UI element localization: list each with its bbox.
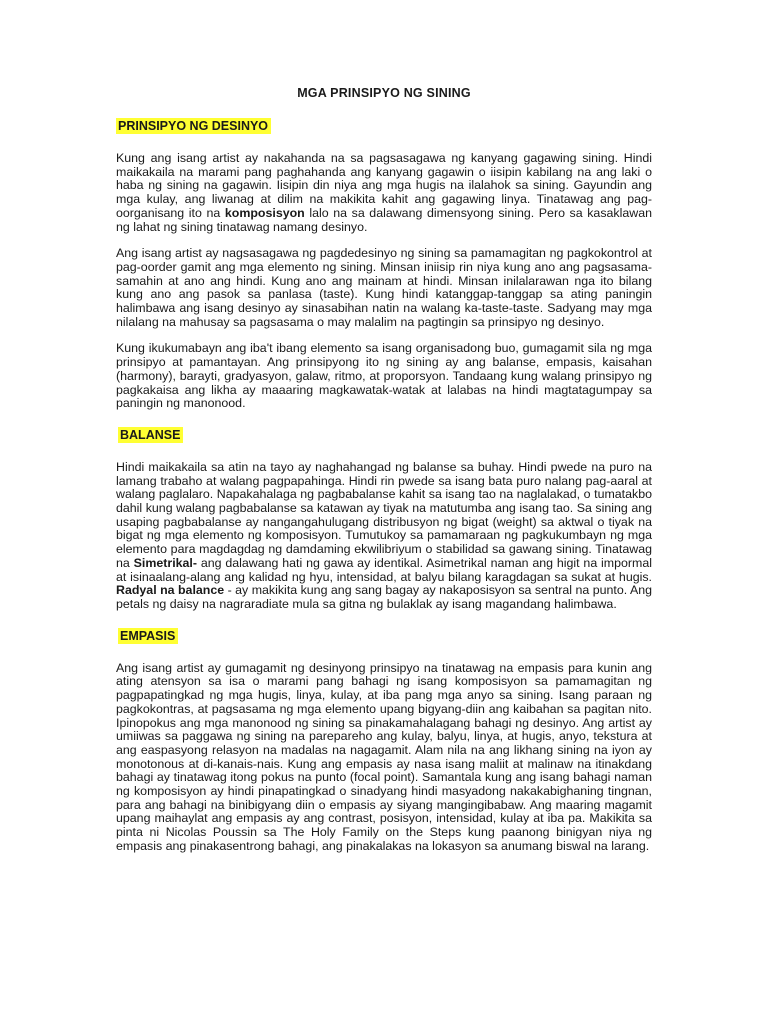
document-title: MGA PRINSIPYO NG SINING (297, 86, 471, 100)
section-heading-balanse: BALANSE (118, 427, 183, 443)
section-heading-wrap (116, 117, 652, 133)
paragraph (116, 461, 652, 612)
section-heading-empasis: EMPASIS (118, 628, 178, 644)
section-heading-prinsipyo: PRINSIPYO NG DESINYO (116, 118, 271, 134)
paragraph: Ang isang artist ay nagsasagawa ng pagdedesinyo ng sining sa pamamagitan ng pagkokontrol at pag-oorder gamit ang mga elemento ng sining. Minsan iniisip rin niya kung ano ang pagsasama-samahin at ano ang hindi. Kung ano ang mainam at hindi. Minsan inilalarawan nga ito bilang kung ano ang pasok sa panlasa (taste). Kung hindi katanggap-tanggap sa ating paningin halimbawa ang isang desinyo ay sinasabihan natin na walang ka-taste-taste. Sadyang may mga nilalang na mahusay sa pagsasama o may malalim na pagtingin sa prinsipyo ng desinyo. (116, 246, 652, 329)
section-heading-wrap (116, 627, 652, 643)
paragraph-text: ang dalawang hati ng gawa ay identikal. Asimetrikal naman ang higit na impormal at isinaalang-alang ang kalidad ng hyu, intensidad, at balyu bilang karagdagan sa sukat at hugis. (116, 555, 653, 584)
paragraph (116, 152, 652, 234)
paragraph: Kung ikukumabayn ang iba't ibang elemento sa isang organisadong buo, gumagamit sila ng mga prinsipyo at pamantayan. Ang prinsipyong ito ng sining ay ang balanse, empasis, kaisahan (harmony), barayti, gradyasyon, galaw, ritmo, at proporsyon. Tandaang kung walang prinsipyo ng pagkakaisa ang likha ay maaaring magkawatak-watak at lalabas na hindi magtatagumpay sa paningin ng manonood. (116, 341, 652, 411)
paragraph-text: Hindi maikakaila sa atin na tayo ay naghahangad ng balanse sa buhay. Hindi pwede na puro na lamang trabaho at walang pagpapahinga. Hindi rin pwede sa isang bata puro nalang pag-aaral at walang paglalaro. Napakahalaga ng pagbabalanse kahit sa isang tao na naglalakad, o tumatakbo dahil kung walang pagbabalanse sa katawan ay tiyak na matutumba ang isang tao. Sa sining ang usaping pagbabalanse ay nangangahulugang distribusyon ng bigat (weight) sa aktwal o tiyak na bigat ng mga elemento ng komposisyon. Tumutukoy sa pamamaraan ng pagkukumbayn ng mga elemento para magdagdag ng damdaming ekwilibriyum o stabilidad sa gawang sining. Tinatawag na (116, 459, 652, 570)
paragraph-text: - ay makikita kung ang sang bagay ay nakaposisyon sa sentral na punto. Ang petals ng daisy na nagraradiate mula sa gitna ng bulaklak ay isang magandang halimbawa. (116, 583, 652, 611)
paragraph-text: lalo na sa dalawang dimensyong sining. Pero sa kasaklawan ng lahat ng sining tinatawag namang desinyo. (116, 205, 652, 234)
bold-term: Simetrikal- (133, 555, 197, 570)
paragraph-text: Kung ang isang artist ay nakahanda na sa pagsasagawa ng kanyang gagawing sining. Hindi maikakaila na marami pang paghahanda ang kanyang gagawin o iisipin kabilang na ang laki o haba ng sining na gagawin. Iisipin din niya ang mga hugis na ilalahok sa sining. Gayundin ang mga kulay, ang liwanag at dilim na makikita kahit ang gagawing linya. Tinatawag ang pag-oorganisang ito na (116, 151, 652, 220)
bold-term: Radyal na balance (116, 583, 225, 598)
bold-term: komposisyon (224, 205, 305, 220)
section-heading-wrap (116, 426, 652, 442)
paragraph: Ang isang artist ay gumagamit ng desinyong prinsipyo na tinatawag na empasis para kunin ang ating atensyon sa isa o marami pang bahagi ng isang komposisyon sa pamamagitan ng pagpapatingkad ng mga hugis, linya, kulay, at iba pang mga anyo sa sining. Isang paraan ng pagkokontras, at pagsasama ng mga elemento upang bigyang-diin ang kaibahan sa pagitan nito. Ipinopokus ang mga manonood ng sining sa pinakamahalagang bahagi ng desinyo. Ang artist ay umiiwas sa paggawa ng sining na parepareho ang kulay, balyu, linya, at hugis, anyo, tekstura at ang easpasyong relasyon na madalas na nagagamit. Alam nila na ang likhang sining na iyon ay monotonous at di-kanais-nais. Kung ang empasis ay nasa isang maliit at malinaw na itinakdang bahagi ay tinatawag itong pokus na punto (focal point). Samantala kung ang isang bahagi naman ng komposisyon ay hindi pinapatingkad o sinadyang hindi masyadong nakakabighaning tingnan, para ang bahagi na binibigyang diin o empasis ay siyang mangingibabaw. Ang maaring magamit upang maihaylat ang empasis ay ang contrast, posisyon, intensidad, kulay at iba pa. Makikita sa pinta ni Nicolas Poussin sa The Holy Family on the Steps kung paanong binigyan niya ng empasis ang pinakasentrong bahagi, ang pinakalakas na lokasyon sa anumang biswal na larang. (116, 660, 652, 853)
